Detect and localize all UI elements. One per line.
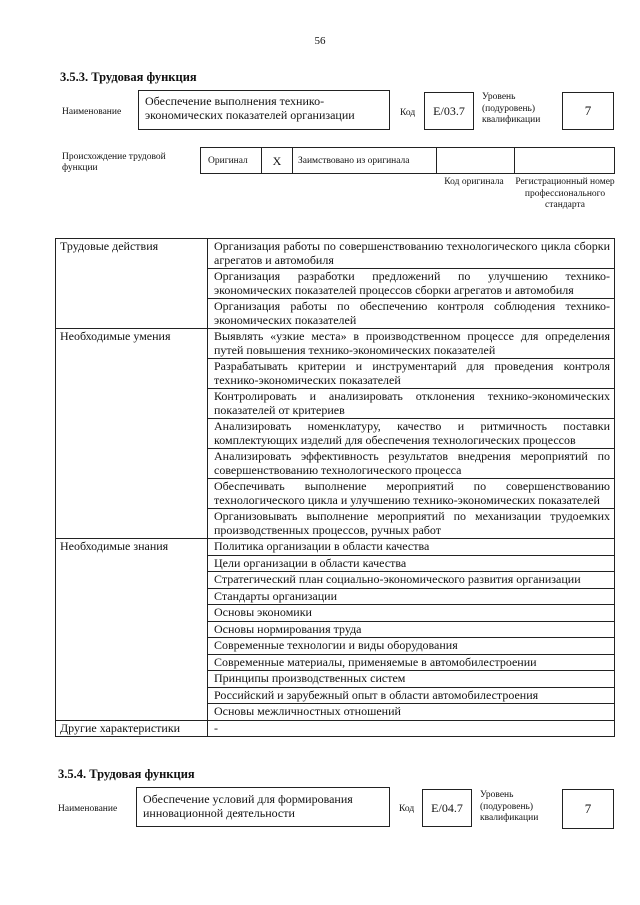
origin-table [200, 147, 615, 174]
row-items [208, 329, 615, 539]
section-heading: 3.5.4. Трудовая функция [58, 767, 195, 781]
table-item: Российский и зарубежный опыт в области автомобилестроения [208, 688, 614, 705]
table-item: Основы межличностных отношений [214, 704, 401, 718]
function-name-box [138, 90, 390, 130]
row-items [208, 720, 615, 737]
divider [514, 148, 515, 173]
function-name: Обеспечение выполнения технико-экономических показателей организации [145, 94, 355, 122]
page-number: 56 [314, 35, 326, 47]
code-label: Код [400, 108, 416, 118]
table-item: Организовывать выполнение мероприятий по механизации трудоемких производственных процессов, ручных работ [214, 509, 610, 537]
function-name: Обеспечение условий для формирования инновационной деятельности [143, 792, 353, 820]
level-label: Уровень (подуровень) квалификации [482, 92, 541, 125]
name-label: Наименование [58, 804, 118, 814]
table-item: Выявлять «узкие места» в производственном процессе для определения путей повышения технико-экономических показателей [208, 329, 614, 359]
row-category: Необходимые умения [56, 329, 208, 539]
row-category: Трудовые действия [56, 239, 208, 329]
section-heading: 3.5.3. Трудовая функция [60, 70, 197, 84]
function-table [55, 238, 615, 737]
level-label: Уровень (подуровень) квалификации [480, 790, 539, 823]
table-item: Контролировать и анализировать отклонения технико-экономических показателей от критериев [208, 389, 614, 419]
code-value-box [424, 92, 474, 130]
divider [292, 148, 293, 173]
table-item: Организация работы по совершенствованию технологического цикла сборки агрегатов и автомобиля [208, 239, 614, 269]
original-label: Оригинал [208, 156, 248, 166]
table-row [56, 539, 615, 721]
code-value: E/04.7 [431, 801, 463, 815]
code-caption: Код оригинала [444, 177, 504, 187]
borrowed-label: Заимствовано из оригинала [298, 156, 410, 166]
level-value: 7 [584, 801, 592, 816]
table-item: Организация работы по обеспечению контроля соблюдения технико-экономических показателей [214, 299, 610, 327]
row-items [208, 239, 615, 329]
table-item: Основы экономики [208, 605, 614, 622]
row-category: Другие характеристики [56, 720, 208, 737]
table-item: Цели организации в области качества [208, 556, 614, 573]
table-item: Стратегический план социально-экономического развития организации [208, 572, 614, 589]
table-item: Анализировать эффективность результатов внедрения мероприятий по совершенствованию технологического процесса [208, 449, 614, 479]
level-value-box [562, 92, 614, 130]
code-value: E/03.7 [433, 104, 465, 118]
level-value: 7 [584, 103, 592, 118]
origin-label: Происхождение трудовой функции [62, 152, 166, 173]
divider [436, 148, 437, 173]
table-row [56, 329, 615, 539]
row-category: Необходимые знания [56, 539, 208, 721]
row-items [208, 539, 615, 721]
table-item: Организация разработки предложений по улучшению технико-экономических показателей процессов сборки агрегатов и автомобиля [208, 269, 614, 299]
table-item: - [214, 720, 218, 735]
table-item: Обеспечивать выполнение мероприятий по совершенствованию технологического цикла и улучшению технико-экономических показателей [208, 479, 614, 509]
table-row [56, 720, 615, 737]
name-label: Наименование [62, 107, 122, 117]
table-item: Современные материалы, применяемые в автомобилестроении [208, 655, 614, 672]
table-row [56, 239, 615, 329]
function-name-box [136, 787, 390, 827]
code-value-box [422, 789, 472, 827]
level-value-box [562, 789, 614, 829]
table-item: Принципы производственных систем [208, 671, 614, 688]
reg-caption: Регистрационный номер профессионального стандарта [515, 177, 615, 210]
table-item: Анализировать номенклатуру, качество и ритмичность поставки комплектующих изделий для обеспечения технологических процессов [208, 419, 614, 449]
table-item: Стандарты организации [208, 589, 614, 606]
original-mark: X [272, 153, 282, 168]
table-item: Политика организации в области качества [208, 539, 614, 556]
table-item: Разрабатывать критерии и инструментарий для проведения контроля технико-экономических показателей [208, 359, 614, 389]
table-item: Основы нормирования труда [208, 622, 614, 639]
code-label: Код [399, 804, 415, 814]
table-item: Современные технологии и виды оборудования [208, 638, 614, 655]
